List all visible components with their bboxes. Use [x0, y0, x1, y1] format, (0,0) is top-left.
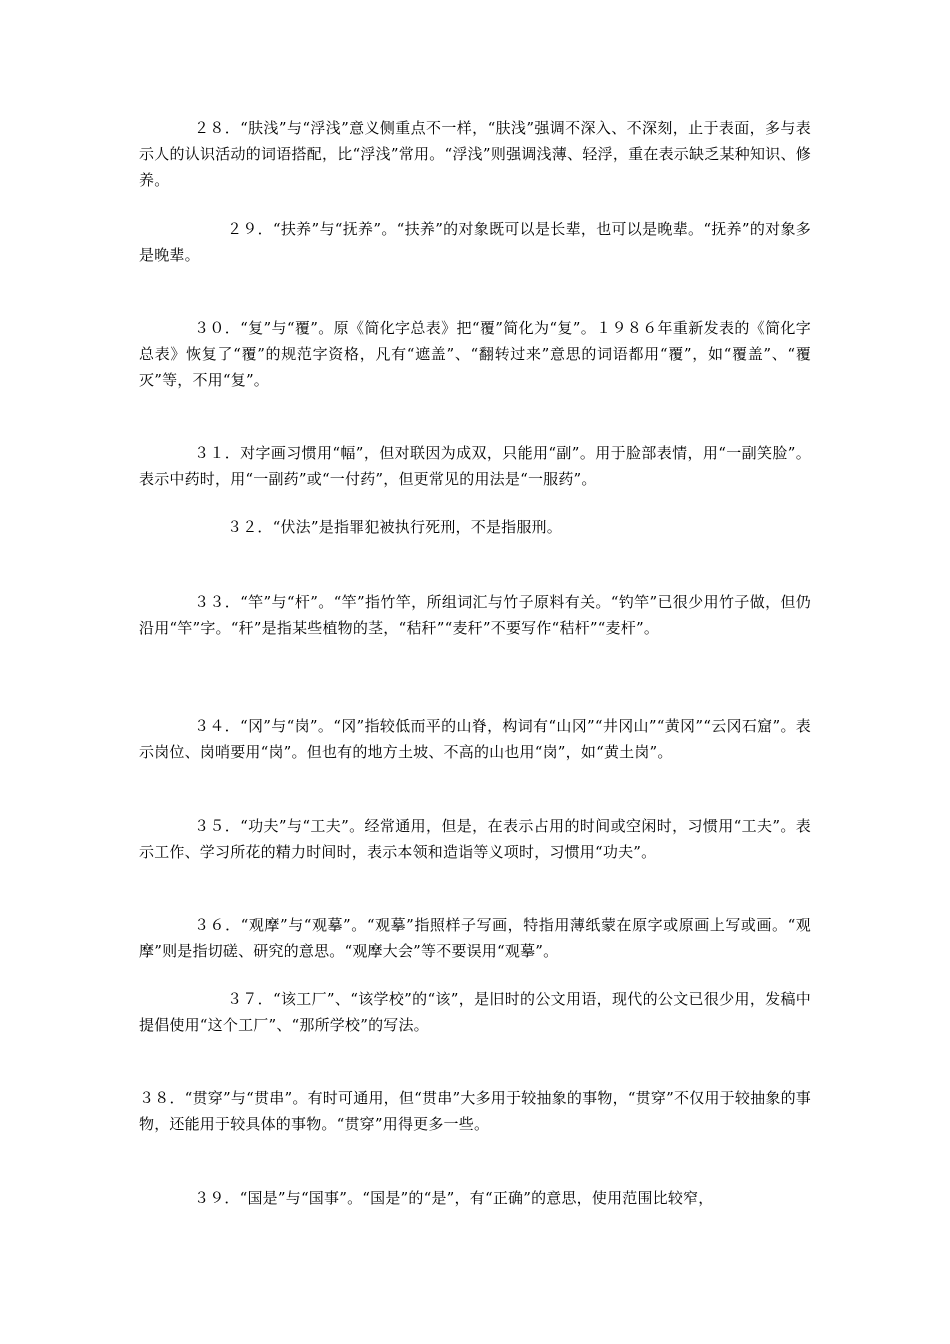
paragraph-37: ３７．“该工厂”、“该学校”的“该”，是旧时的公文用语，现代的公文已很少用，发稿中提倡使用“这个工厂”、“那所学校”的写法。: [139, 990, 811, 1034]
paragraph-28: ２８．“肤浅”与“浮浅”意义侧重点不一样，“肤浅”强调不深入、不深刻，止于表面，多与表示人的认识活动的词语搭配，比“浮浅”常用。“浮浅”则强调浅薄、轻浮，重在表示缺乏某种知识、修养。: [139, 119, 811, 189]
paragraph-32: ３２．“伏法”是指罪犯被执行死刑，不是指服刑。: [227, 518, 562, 536]
paragraph-35: ３５．“功夫”与“工夫”。经常通用，但是，在表示占用的时间或空闲时，习惯用“工夫”。表示工作、学习所花的精力时间时，表示本领和造诣等义项时，习惯用“功夫”。: [139, 817, 811, 861]
paragraph-36: ３６．“观摩”与“观摹”。“观摹”指照样子写画，特指用薄纸蒙在原字或原画上写或画。“观摩”则是指切磋、研究的意思。“观摩大会”等不要误用“观摹”。: [139, 916, 811, 960]
paragraph-34: ３４．“冈”与“岗”。“冈”指较低而平的山脊，构词有“山冈”“井冈山”“黄冈”“云冈石窟”。表示岗位、岗哨要用“岗”。但也有的地方土坡、不高的山也用“岗”，如“黄土岗”。: [139, 717, 811, 761]
paragraph-38: ３８．“贯穿”与“贯串”。有时可通用，但“贯串”大多用于较抽象的事物，“贯穿”不仅用于较抽象的事物，还能用于较具体的事物。“贯穿”用得更多一些。: [139, 1089, 811, 1133]
paragraph-33: ３３．“竿”与“杆”。“竿”指竹竿，所组词汇与竹子原料有关。“钓竿”已很少用竹子做，但仍沿用“竿”字。“秆”是指某些植物的茎，“秸秆”“麦秆”不要写作“秸杆”“麦杆”。: [139, 593, 811, 637]
paragraph-31: ３１．对字画习惯用“幅”，但对联因为成双，只能用“副”。用于脸部表情，用“一副笑脸”。表示中药时，用“一副药”或“一付药”，但更常见的用法是“一服药”。: [139, 444, 811, 488]
paragraph-30: ３０．“复”与“覆”。原《简化字总表》把“覆”简化为“复”。１９８６年重新发表的《简化字总表》恢复了“覆”的规范字资格，凡有“遮盖”、“翻转过来”意思的词语都用“覆”，如“覆盖”、“覆灭”等，不用“复”。: [139, 319, 811, 389]
paragraph-29: ２９．“扶养”与“抚养”。“扶养”的对象既可以是长辈，也可以是晚辈。“抚养”的对象多是晚辈。: [139, 220, 811, 264]
paragraph-39: ３９．“国是”与“国事”。“国是”的“是”，有“正确”的意思，使用范围比较窄，: [194, 1189, 714, 1207]
